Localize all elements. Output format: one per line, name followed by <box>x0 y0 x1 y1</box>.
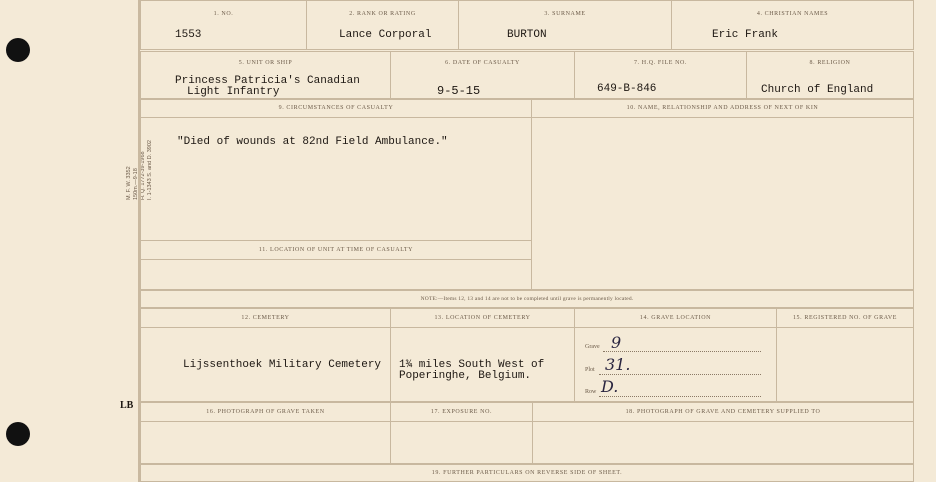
form-codes: M. F. W. 3352 150m.—9-18 H. Q. 1772-39-1968 I. 1-1343 S. and D. 3902 <box>126 140 153 200</box>
grave-number: 9 <box>611 333 622 352</box>
field-christian-names: 4. CHRISTIAN NAMES Eric Frank <box>671 0 914 50</box>
field-unit-location: 11. LOCATION OF UNIT AT TIME OF CASUALTY <box>140 240 532 290</box>
footer-row: 19. FURTHER PARTICULARS ON REVERSE SIDE OF SHEET. <box>140 464 914 482</box>
row-letter: D. <box>601 377 619 396</box>
field-number: 1. NO. 1553 <box>140 0 307 50</box>
field-rank: 2. RANK OR RATING Lance Corporal <box>306 0 459 50</box>
field-photograph-taken: 16. PHOTOGRAPH OF GRAVE TAKEN <box>140 402 391 464</box>
field-next-of-kin: 10. NAME, RELATIONSHIP AND ADDRESS OF NEXT OF KIN <box>531 99 914 290</box>
plot-number: 31. <box>605 355 631 374</box>
punch-hole-top <box>6 38 30 62</box>
field-registered-grave-no: 15. REGISTERED NO. OF GRAVE <box>776 308 914 402</box>
field-unit: 5. UNIT OR SHIP Princess Patricia's Canadian Light Infantry <box>140 51 391 99</box>
lb-mark: LB <box>120 400 134 411</box>
field-photograph-supplied: 18. PHOTOGRAPH OF GRAVE AND CEMETERY SUPPLIED TO <box>532 402 914 464</box>
field-grave-location: 14. GRAVE LOCATION Grave 9 Plot 31. Row D. <box>574 308 777 402</box>
note-row: NOTE:—Items 12, 13 and 14 are not to be completed until grave is permanently located. <box>140 290 914 308</box>
field-circumstances: 9. CIRCUMSTANCES OF CASUALTY "Died of wounds at 82nd Field Ambulance." <box>140 99 532 241</box>
punch-hole-bottom <box>6 422 30 446</box>
field-exposure-no: 17. EXPOSURE NO. <box>390 402 533 464</box>
field-date-of-casualty: 6. DATE OF CASUALTY 9-5-15 <box>390 51 575 99</box>
field-cemetery: 12. CEMETERY Lijssenthoek Military Cemetery <box>140 308 391 402</box>
field-hq-file: 7. H.Q. FILE NO. 649-B-846 <box>574 51 747 99</box>
field-cemetery-location: 13. LOCATION OF CEMETERY 1¾ miles South West of Poperinghe, Belgium. <box>390 308 575 402</box>
field-surname: 3. SURNAME BURTON <box>458 0 672 50</box>
field-religion: 8. RELIGION Church of England <box>746 51 914 99</box>
